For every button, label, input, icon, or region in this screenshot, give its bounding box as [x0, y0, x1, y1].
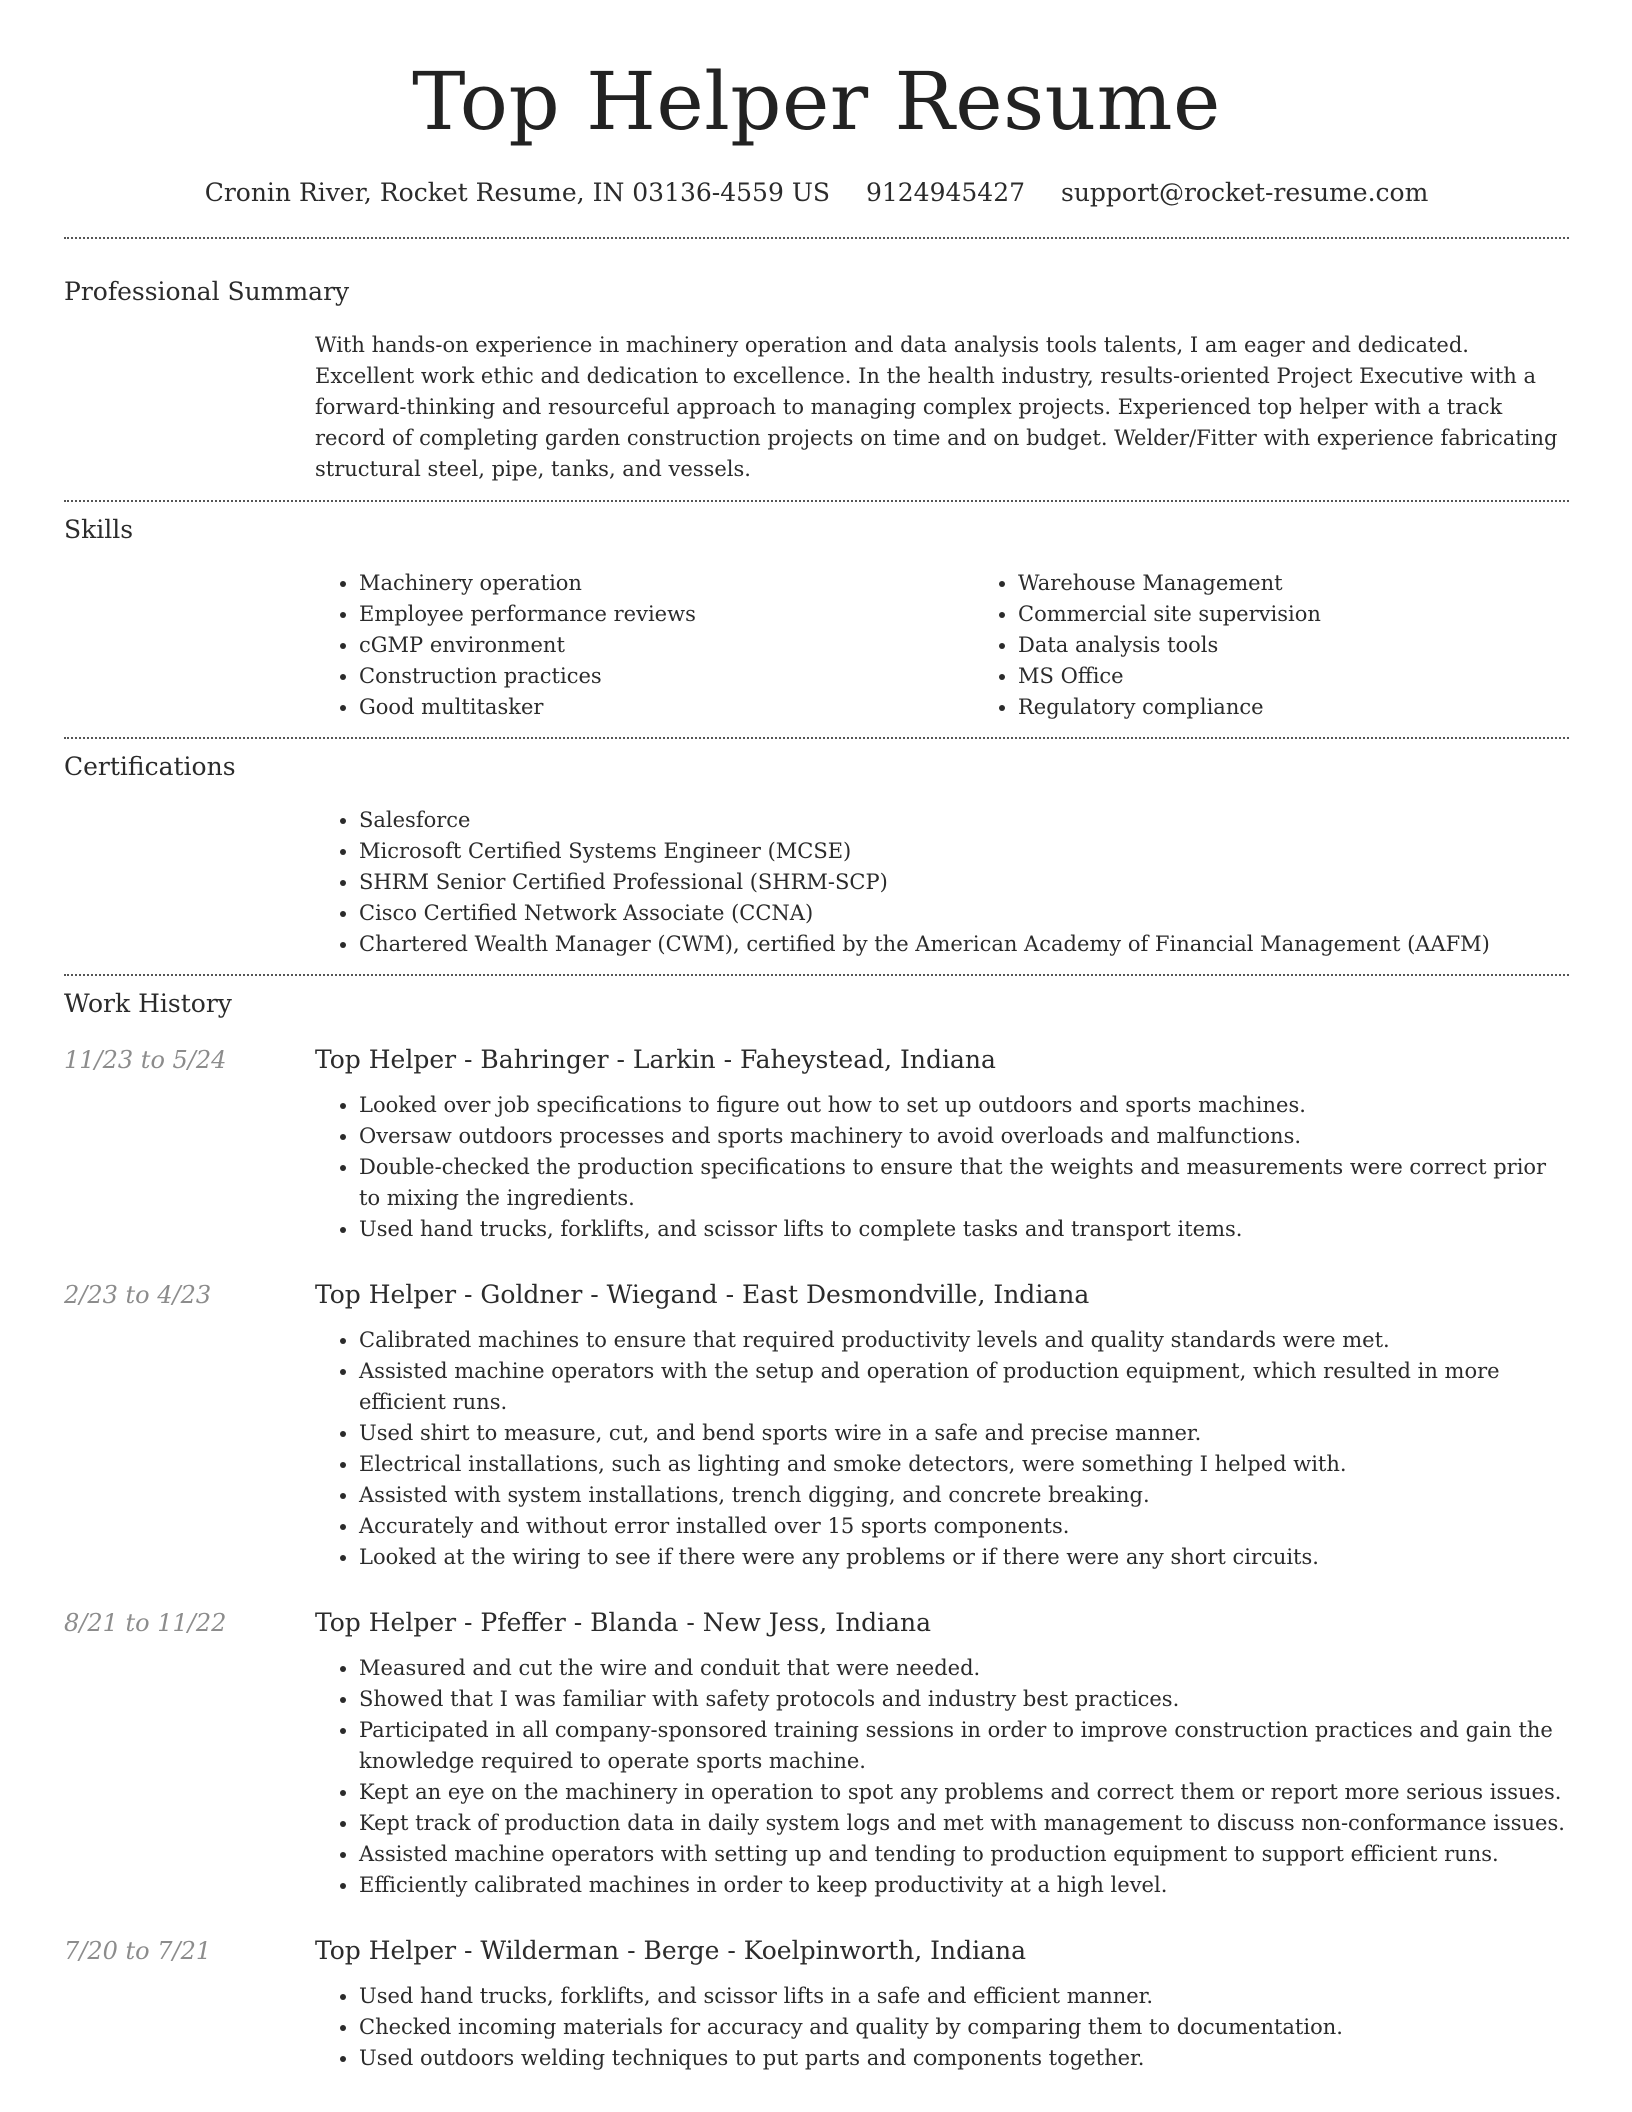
job-bullet: • Showed that I was familiar with safety protocols and industry best practices. — [359, 1684, 1569, 1715]
job-title: Top Helper - Wilderman - Berge - Koelpinworth, Indiana — [315, 1936, 1026, 1965]
job-title: Top Helper - Goldner - Wiegand - East Desmondville, Indiana — [315, 1280, 1090, 1309]
resume-page — [64, 0, 1569, 2074]
job-bullet: • Checked incoming materials for accuracy and quality by comparing them to documentation. — [359, 2012, 1569, 2043]
job-bullet: • Kept an eye on the machinery in operation to spot any problems and correct them or report more serious issues. — [359, 1777, 1569, 1808]
summary-section — [64, 276, 1569, 485]
job-dates: 2/23 to 4/23 — [64, 1281, 212, 1309]
work-history-section — [64, 988, 1569, 2074]
certifications-list — [315, 805, 1569, 960]
job-title: Top Helper - Bahringer - Larkin - Faheystead, Indiana — [315, 1045, 996, 1074]
job-bullet: • Double-checked the production specifications to ensure that the weights and measurements were correct prior to mixing the ingredients. — [359, 1152, 1569, 1214]
resume-name: Top Helper Resume — [412, 55, 1221, 148]
contact-line — [64, 178, 1569, 208]
job-bullet: • Participated in all company-sponsored training sessions in order to improve construction practices and gain the knowledge required to operate sports machine. — [359, 1715, 1569, 1777]
contact-phone: 9124945427 — [865, 178, 1026, 207]
contact-address: Cronin River, Rocket Resume, IN 03136-4559 US — [204, 178, 831, 207]
certification-item: • Microsoft Certified Systems Engineer (MCSE) — [359, 836, 1569, 867]
job-bullet: • Oversaw outdoors processes and sports machinery to avoid overloads and malfunctions. — [359, 1121, 1569, 1152]
summary-heading: Professional Summary — [64, 277, 350, 306]
skills-heading: Skills — [64, 515, 134, 544]
skills-list-left — [315, 568, 929, 723]
job-bullet: • Used hand trucks, forklifts, and scissor lifts in a safe and efficient manner. — [359, 1981, 1569, 2012]
certifications-section — [64, 751, 1569, 960]
section-divider — [64, 974, 1569, 976]
job-entry — [64, 1607, 1569, 1901]
job-dates: 7/20 to 7/21 — [64, 1937, 212, 1965]
work-history-heading: Work History — [64, 989, 232, 1018]
job-bullet: • Used shirt to measure, cut, and bend sports wire in a safe and precise manner. — [359, 1418, 1569, 1449]
certifications-heading: Certifications — [64, 752, 236, 781]
job-bullet: • Measured and cut the wire and conduit that were needed. — [359, 1653, 1569, 1684]
certification-item: • Cisco Certified Network Associate (CCNA) — [359, 898, 1569, 929]
job-bullet: • Looked at the wiring to see if there were any problems or if there were any short circuits. — [359, 1542, 1569, 1573]
job-bullets — [315, 1981, 1569, 2074]
job-bullet: • Used outdoors welding techniques to put parts and components together. — [359, 2043, 1569, 2074]
job-bullet: • Assisted with system installations, trench digging, and concrete breaking. — [359, 1480, 1569, 1511]
contact-email: support@rocket-resume.com — [1060, 178, 1429, 207]
resume-header — [64, 0, 1569, 208]
job-bullets — [315, 1653, 1569, 1901]
skills-list-right — [974, 568, 1588, 723]
job-bullet: • Assisted machine operators with setting up and tending to production equipment to support efficient runs. — [359, 1839, 1569, 1870]
job-title: Top Helper - Pfeffer - Blanda - New Jess, Indiana — [315, 1608, 932, 1637]
skill-item: • Employee performance reviews — [359, 599, 929, 630]
section-divider — [64, 500, 1569, 502]
job-bullet: • Calibrated machines to ensure that required productivity levels and quality standards were met. — [359, 1325, 1569, 1356]
certification-item: • SHRM Senior Certified Professional (SHRM-SCP) — [359, 867, 1569, 898]
skill-item: • Regulatory compliance — [1018, 692, 1588, 723]
certification-item: • Salesforce — [359, 805, 1569, 836]
job-bullet: • Looked over job specifications to figure out how to set up outdoors and sports machines. — [359, 1090, 1569, 1121]
job-dates: 8/21 to 11/22 — [64, 1609, 227, 1637]
skill-item: • Construction practices — [359, 661, 929, 692]
skill-item: • Warehouse Management — [1018, 568, 1588, 599]
skills-section — [64, 514, 1569, 723]
job-bullet: • Kept track of production data in daily system logs and met with management to discuss non-conformance issues. — [359, 1808, 1569, 1839]
summary-text: With hands-on experience in machinery operation and data analysis tools talents, I am eager and dedicated. Excellent work ethic and dedication to excellence. In the health industry, results-oriented Project Executive with a forward-thinking and resourceful approach to managing complex projects. Experienced top helper with a track record of completing garden construction projects on time and on budget. Welder/Fitter with experience fabricating structural steel, pipe, tanks, and vessels. — [315, 333, 1558, 481]
job-bullets — [315, 1325, 1569, 1573]
job-bullets — [315, 1090, 1569, 1245]
job-bullet: • Efficiently calibrated machines in order to keep productivity at a high level. — [359, 1870, 1569, 1901]
section-divider — [64, 237, 1569, 239]
job-entry — [64, 1279, 1569, 1573]
skill-item: • Commercial site supervision — [1018, 599, 1588, 630]
certification-item: • Chartered Wealth Manager (CWM), certified by the American Academy of Financial Management (AAFM) — [359, 929, 1569, 960]
job-dates: 11/23 to 5/24 — [64, 1046, 227, 1074]
job-bullet: • Accurately and without error installed over 15 sports components. — [359, 1511, 1569, 1542]
skill-item: • Machinery operation — [359, 568, 929, 599]
job-entry — [64, 1935, 1569, 2074]
skill-item: • Good multitasker — [359, 692, 929, 723]
skill-item: • cGMP environment — [359, 630, 929, 661]
job-bullet: • Electrical installations, such as lighting and smoke detectors, were something I helped with. — [359, 1449, 1569, 1480]
skill-item: • MS Office — [1018, 661, 1588, 692]
job-bullet: • Used hand trucks, forklifts, and scissor lifts to complete tasks and transport items. — [359, 1214, 1569, 1245]
job-bullet: • Assisted machine operators with the setup and operation of production equipment, which resulted in more efficient runs. — [359, 1356, 1569, 1418]
section-divider — [64, 737, 1569, 739]
skill-item: • Data analysis tools — [1018, 630, 1588, 661]
job-entry — [64, 1044, 1569, 1245]
